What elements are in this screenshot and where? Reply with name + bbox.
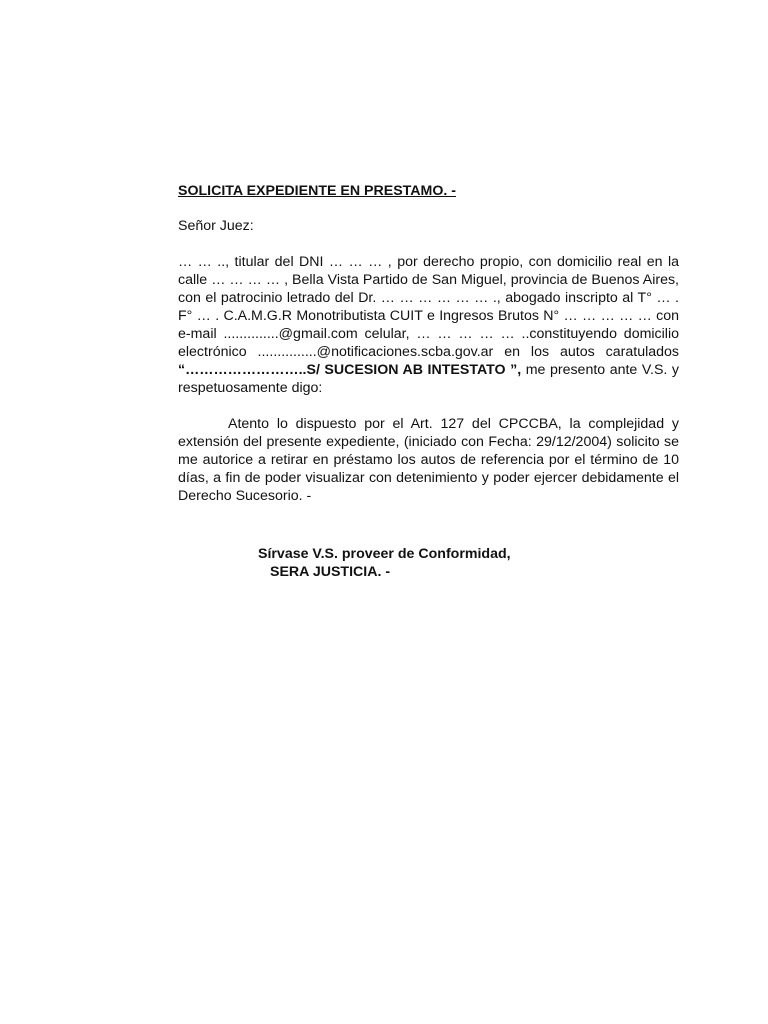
closing-line-2: SERA JUSTICIA. -	[270, 564, 391, 580]
intro-text-end: me presento ante V.S. y respetuosamente digo:	[178, 362, 679, 396]
salutation: Señor Juez:	[178, 218, 254, 234]
intro-text: … … .., titular del DNI … … … , por derecho propio, con domicilio real en la calle … … … … , Bella Vista Partido de San Miguel, provincia de Buenos Aires, con el patrocinio letrado del Dr. … … … … … … ., abogado inscripto al T° … . F° … . C.A.M.G.R Monotributista CUIT e Ingresos Brutos N° … … … … … con e-mail ..............@gmail.com celular, … … … … … ..constituyendo domicilio electrónico ...............@notificaciones.scba.gov.ar en los autos caratulados	[178, 254, 679, 360]
case-caption: “……………………..S/ SUCESION AB INTESTATO ”,	[178, 362, 522, 378]
closing-block	[258, 545, 679, 581]
document-title: SOLICITA EXPEDIENTE EN PRESTAMO. -	[178, 183, 456, 199]
intro-paragraph	[178, 253, 679, 397]
request-paragraph: Atento lo dispuesto por el Art. 127 del CPCCBA, la complejidad y extensión del presente expediente, (iniciado con Fecha: 29/12/2004) solicito se me autorice a retirar en préstamo los autos de referencia por el término de 10 días, a fin de poder visualizar con detenimiento y poder ejercer debidamente el Derecho Sucesorio. -	[178, 416, 679, 504]
document-page	[178, 182, 679, 581]
closing-line-1: Sírvase V.S. proveer de Conformidad,	[258, 546, 511, 562]
